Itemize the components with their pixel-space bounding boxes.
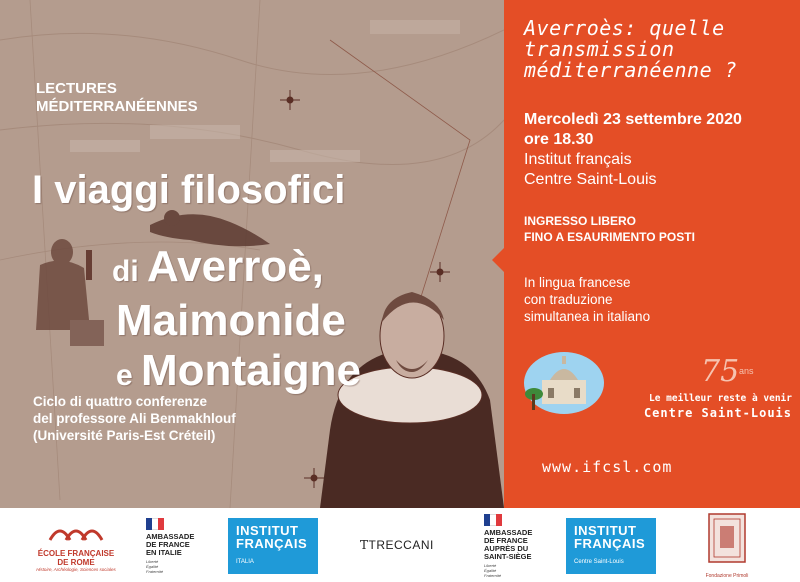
centre-name: Centre Saint-Louis [643, 406, 792, 420]
cycle-line: (Université Paris-Est Créteil) [33, 428, 216, 443]
event-details-panel [504, 0, 800, 508]
anniversary-unit: ans [739, 366, 754, 376]
if-name-line: FRANÇAIS [574, 536, 646, 551]
ambassade-italie-logo [146, 518, 194, 574]
language-info [524, 274, 650, 325]
title-line-1: I viaggi filosofici [32, 168, 346, 212]
primoli-seal-icon [707, 512, 747, 568]
title-lead-word: e [116, 359, 142, 392]
if-name-line: FRANÇAIS [236, 536, 308, 551]
entry-line: INGRESSO LIBERO [524, 214, 637, 228]
amb-line: DE FRANCE [484, 536, 528, 545]
headline-line: Averroès: quelle [524, 16, 725, 40]
fondazione-primoli-logo [698, 512, 756, 579]
amb-line: AMBASSADE [146, 532, 195, 541]
arches-icon [46, 520, 106, 542]
motto-line: Fraternité [146, 569, 164, 574]
motto-line: Fraternité [484, 573, 502, 578]
website-link[interactable]: www.ifcsl.com [542, 458, 673, 476]
title-line-3: Maimonide [116, 296, 346, 345]
french-flag-icon [484, 514, 502, 526]
institut-francais-italia-logo [228, 518, 318, 574]
motto-line: Liberté [484, 563, 497, 568]
efr-subtitle: Histoire, Archéologie, Sciences sociales [36, 567, 116, 572]
treccani-logo [360, 538, 434, 552]
entry-line: FINO A ESAURIMENTO POSTI [524, 230, 695, 244]
efr-name-line: ÉCOLE FRANÇAISE [37, 549, 115, 558]
efr-name-line: DE ROME [57, 558, 95, 567]
panel-notch [492, 248, 504, 272]
lecture-cycle-info [33, 393, 236, 444]
title-lead-word: di [112, 255, 147, 288]
if-name-line: INSTITUT [574, 523, 637, 538]
venue-line: Institut français [524, 151, 632, 168]
anniversary-tagline: Le meilleur reste à venir [649, 393, 792, 404]
title-line-2 [112, 242, 324, 292]
cycle-line: del professore Ali Benmakhlouf [33, 411, 236, 426]
partner-logos-row [0, 508, 800, 582]
motto-line: Liberté [146, 559, 159, 564]
title-line-4 [116, 346, 361, 396]
series-label-line: LECTURES [36, 80, 117, 97]
event-date [524, 110, 742, 130]
language-line: In lingua francese [524, 275, 631, 290]
ecole-francaise-rome-logo [30, 520, 122, 572]
treccani-t-icon: T [360, 538, 369, 552]
treccani-name: TRECCANI [368, 538, 434, 552]
efr-name [30, 549, 122, 567]
saint-louis-church-logo [522, 350, 612, 416]
if-subtitle: ITALIA [236, 559, 254, 565]
primoli-name: Fondazione Primoli [705, 573, 749, 579]
title-averroe: Averroè, [147, 242, 324, 291]
anniversary-number: 75 [701, 354, 740, 389]
language-line: con traduzione [524, 292, 613, 307]
date-time-venue [524, 110, 742, 190]
motto-line: Égalité [484, 568, 497, 573]
cycle-line: Ciclo di quattro conferenze [33, 394, 208, 409]
motto-line: Égalité [146, 564, 159, 569]
republic-motto [146, 559, 194, 574]
series-label-line: MÉDITERRANÉENNES [36, 98, 198, 115]
language-line: simultanea in italiano [524, 309, 651, 324]
date-day: 23 settembre 2020 [603, 111, 742, 128]
series-label [36, 80, 198, 116]
amb-line: AMBASSADE [484, 528, 533, 537]
institut-francais-csl-logo [566, 518, 656, 574]
event-time: ore 18.30 [524, 131, 594, 148]
amb-line: EN ITALIE [146, 548, 182, 557]
ambassade-saint-siege-logo [484, 514, 532, 578]
republic-motto [484, 563, 532, 578]
title-montaigne: Montaigne [141, 346, 362, 395]
if-subtitle: Centre Saint-Louis [574, 559, 624, 565]
amb-line: SAINT-SIÈGE [484, 552, 532, 561]
venue-line: Centre Saint-Louis [524, 171, 657, 188]
amb-line: DE FRANCE [146, 540, 190, 549]
lecture-headline [524, 18, 794, 81]
amb-line: AUPRÈS DU [484, 544, 529, 553]
date-weekday: Mercoledì [524, 111, 604, 128]
if-name-line: INSTITUT [236, 523, 299, 538]
headline-line: méditerranéenne ? [524, 58, 738, 82]
headline-line: transmission [524, 37, 675, 61]
entry-info [524, 213, 695, 245]
french-flag-icon [146, 518, 164, 530]
